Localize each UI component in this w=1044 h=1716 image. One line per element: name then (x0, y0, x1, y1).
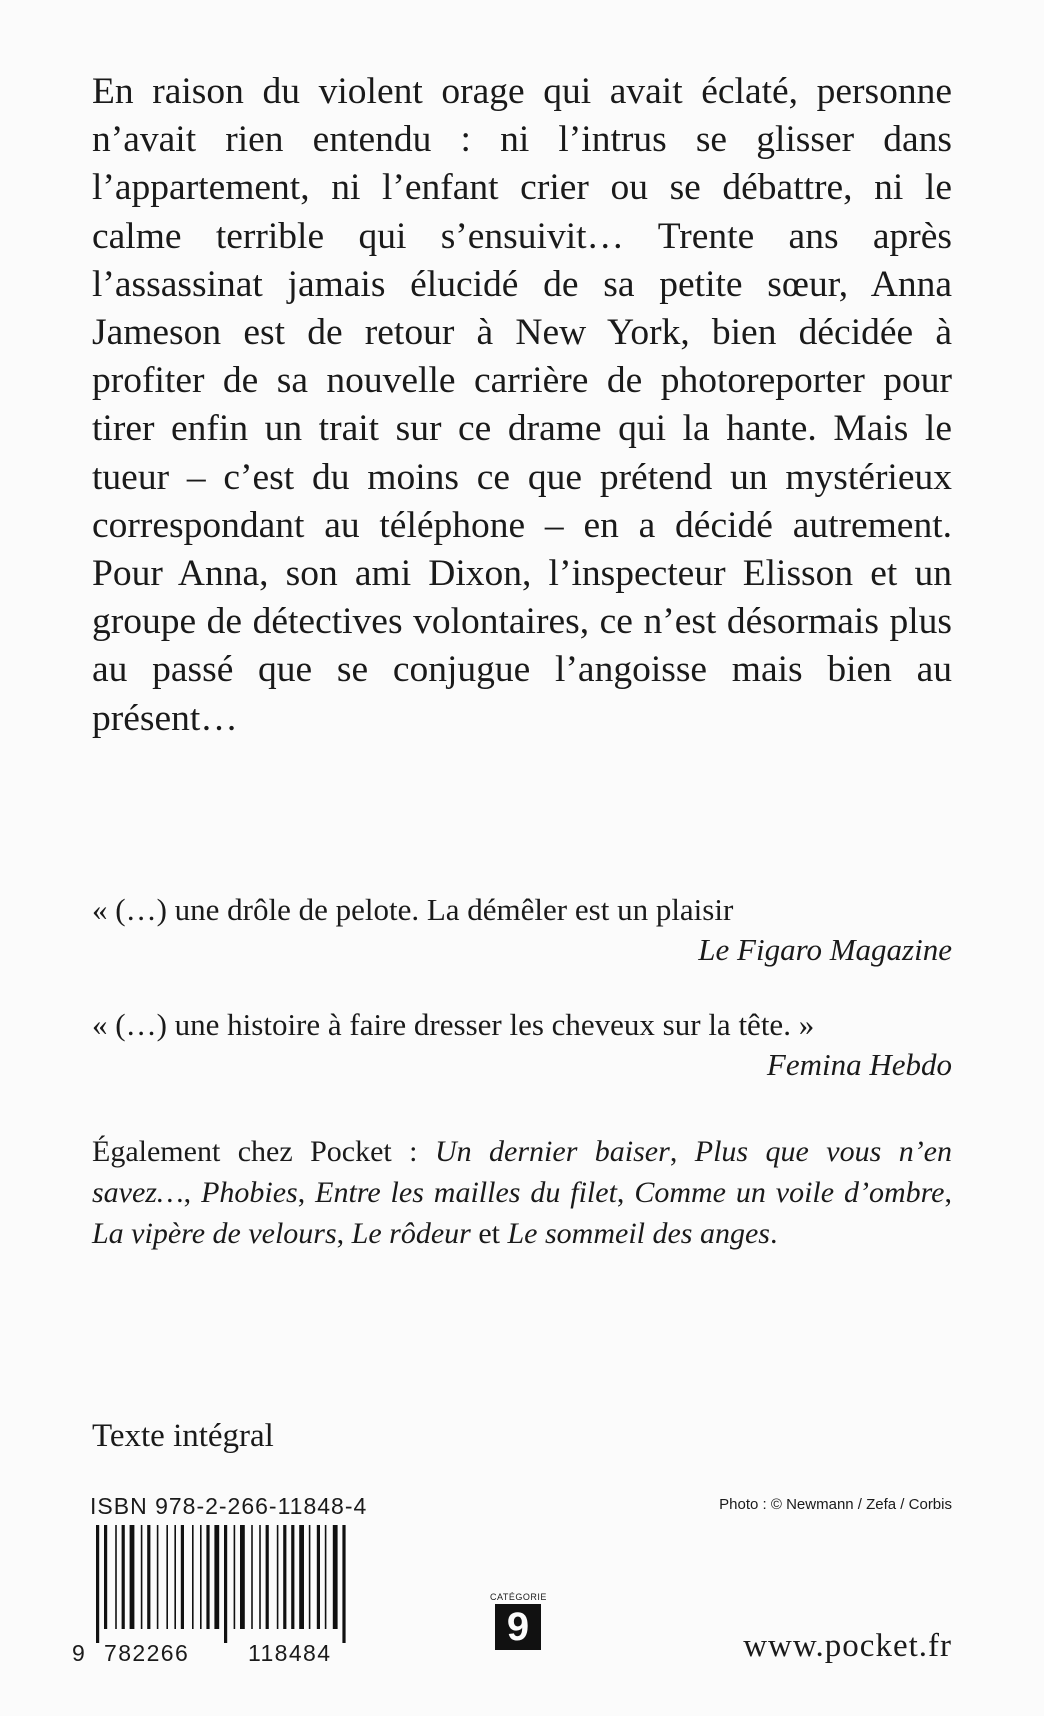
barcode-bar (166, 1525, 168, 1629)
also-title: Entre les mailles du filet (315, 1176, 617, 1209)
barcode-bar (240, 1525, 245, 1629)
also-title: Un dernier baiser (434, 1135, 670, 1168)
barcode-bar (291, 1525, 294, 1629)
barcode-bar (157, 1525, 159, 1629)
also-title: La vipère de velours (92, 1217, 337, 1250)
barcode-bar (122, 1525, 125, 1629)
isbn-number: ISBN 978-2-266-11848-4 (90, 1493, 368, 1519)
category-value: 9 (495, 1604, 541, 1650)
barcode-bar (104, 1525, 107, 1629)
also-title: Plus que vous n’en savez… (92, 1135, 952, 1209)
press-quote-text: « (…) une drôle de pelote. La démêler est un plaisir (92, 892, 734, 927)
texte-integral-label: Texte intégral (92, 1418, 274, 1454)
barcode-bar (174, 1525, 176, 1629)
barcode-bar (251, 1525, 253, 1629)
website-url: www.pocket.fr (743, 1628, 952, 1664)
blurb-text: En raison du violent orage qui avait éclaté, personne n’avait rien entendu : ni l’intrus se glisser dans l’appartement, ni l’enfant crier ou se débattre, ni le calme terrible qui s’ensuivit… Trente ans après l’assassinat jamais élucidé de sa petite sœur, Anna Jameson est de retour à New York, bien décidée à profiter de sa nouvelle carrière de photoreporter pour tirer enfin un trait sur ce drame qui la hante. Mais le tueur – c’est du moins ce que prétend un mystérieux correspondant au téléphone – en a décidé autrement. Pour Anna, son ami Dixon, l’inspecteur Elisson et un groupe de détectives volontaires, ce n’est désormais plus au passé que se conjugue l’angoisse mais bien au présent… (92, 71, 952, 739)
also-by-author: Également chez Pocket : Un dernier baiser, Plus que vous n’en savez…, Phobies, Entre les mailles du filet, Comme un voile d’ombre, La vipère de velours, Le rôdeur et Le sommeil des anges. (92, 1135, 953, 1250)
barcode-bar (317, 1525, 320, 1629)
barcode-bar (277, 1525, 279, 1629)
barcode-bar (259, 1525, 261, 1629)
barcode-digits-left: 782266 (104, 1640, 190, 1666)
press-quote-text: « (…) une histoire à faire dresser les cheveux sur la tête. » (92, 1007, 815, 1042)
barcode-bar (147, 1525, 150, 1629)
press-quote (92, 1005, 952, 1085)
barcode-bar (224, 1525, 227, 1643)
barcode-bar (141, 1525, 143, 1629)
barcode-digit-prefix: 9 (72, 1640, 87, 1666)
also-title: Phobies (201, 1176, 298, 1209)
also-title: Le sommeil des anges (507, 1217, 770, 1250)
also-title: Comme un voile d’ombre (634, 1176, 945, 1209)
press-quote (92, 890, 952, 970)
barcode-bar (192, 1525, 194, 1629)
barcode-bar (309, 1525, 311, 1629)
barcode-bar (266, 1525, 269, 1629)
barcode-bar (115, 1525, 117, 1629)
barcode-bar (333, 1525, 338, 1629)
category-badge (490, 1592, 546, 1650)
barcode-bar (214, 1525, 219, 1629)
barcode-bar (200, 1525, 202, 1629)
barcode-bar (206, 1525, 209, 1629)
barcode-bar (130, 1525, 135, 1629)
barcode-bar (299, 1525, 304, 1629)
photo-credit: Photo : © Newmann / Zefa / Corbis (719, 1496, 952, 1513)
barcode-bar (283, 1525, 286, 1629)
barcode-bar (234, 1525, 236, 1629)
barcode-bar (96, 1525, 99, 1643)
barcode-bar (342, 1525, 345, 1643)
barcode-bar (325, 1525, 327, 1629)
category-label: CATÉGORIE (490, 1592, 547, 1602)
barcode-icon (80, 1525, 400, 1643)
press-quote-source: Le Figaro Magazine (698, 932, 952, 967)
barcode-digits-right: 118484 (248, 1640, 332, 1666)
barcode-bar (181, 1525, 184, 1629)
also-conjunction: et (478, 1217, 500, 1250)
also-title: Le rôdeur (351, 1217, 471, 1250)
press-quote-source: Femina Hebdo (766, 1047, 952, 1082)
also-lead: Également chez Pocket : (92, 1135, 435, 1168)
